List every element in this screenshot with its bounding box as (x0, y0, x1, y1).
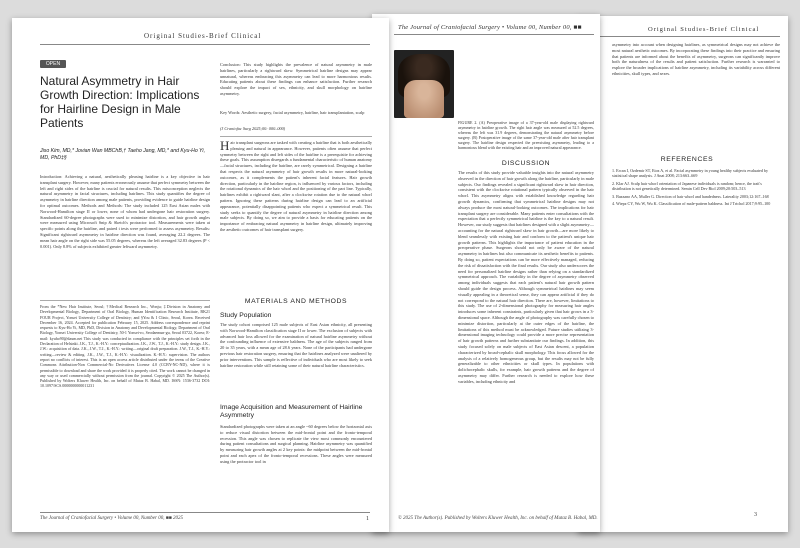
divider (220, 136, 372, 137)
image-acquisition-text: Standardized photographs were taken at an angle ~60 degrees below the horizontal axis to reduce visual distortion between the mid-frontal point and the fronto-temporal recession. This angle was chosen to replicate the view most commonly encountered during patient consultations and surgical planning. Hairline asymmetry was quantified by measuring hair growth angles at 2 key points: the midpoint between the mid-frontal point and each apex of the fronto-temporal recessions. These angles were measured using the protractor tool in (220, 424, 372, 464)
study-population-heading: Study Population (220, 312, 272, 319)
author-list: Jiso Kim, MD,* Jovian Wan MBChB,† Taeho Jang, MD,* and Kyu-Ho Yi, MD, PhD‡§ (40, 148, 206, 161)
divider (40, 300, 210, 301)
open-access-badge: OPEN (40, 60, 66, 68)
references-list (612, 168, 780, 208)
page-3 (578, 16, 788, 532)
discussion-text: The results of this study provide valuable insights into the natural asymmetry observed in the direction of hair growth along the hairline, particularly in male subjects. Our findings revealed a significant rightward skew in hair direction, consistent with the clockwise rotational pattern typically observed in the hair whorl. This asymmetry aligns with established knowledge regarding hair growth dynamics, confirming that symmetrical hairline designs may not always produce the most natural-looking outcomes. The implications for hair transplant surgery are considerable. Many patients enter consultations with the expectation that a perfectly symmetrical hairline is the key to a natural result. However, our study suggests that hairlines designed with a slight asymmetry—accounting for the natural rightward skew in hair growth—are more likely to blend seamlessly with existing hair and conform to the patient's unique hair growth patterns. This highlights the importance of patient education in the preoperative phase. Surgeons should not only be aware of the natural asymmetry in hairlines but also communicate its aesthetic benefits to patients. By doing so, patient expectations can be more effectively managed, reducing the risk of dissatisfaction with the final results. Our study also underscores the need for personalized hairline designs rather than relying on a standardized symmetrical approach. The variability in the degree of asymmetry observed among individuals suggests that each patient's natural hair growth pattern should guide the design process. Although symmetrical hairlines may seem visually appealing in a theoretical sense, they can appear artificial if they do not correspond to the natural hair direction. There are, however, limitations to this study. The use of 2-dimensional photography for measuring hair angles introduces some inherent constraints, particularly given that hair grows in a 3-dimensional space. Although the angle of photography was carefully chosen to minimize distortion, particularly at the outer edges of the hairline, the limitations of this method must be acknowledged. Future studies utilizing 3-dimensional imaging technology could provide a more precise representation of hair growth patterns and further substantiate our findings. In addition, this study focused solely on male subjects of East Asian descent, a population characterized by broad-cephalic skull morphology. This focus allowed for the analysis of a relatively homogeneous group, but the results may not be fully generalizable to other ethnicities or skull types. In populations with dolichocephalic skulls, for example, hair growth patterns and the degree of asymmetry may differ. Further research is needed to explore how these variables, including ethnicity and (458, 170, 594, 384)
keywords-text: Key Words: Aesthetic surgery, facial asymmetry, hairline, hair transplantation, scalp (220, 110, 365, 115)
reference-item: 2. Klar AJ. Scalp hair whorl orientation of Japanese individuals is random; hence, the trait's distribution is not genetically determined. Semin Cell Dev Biol 2009;20:503–513 (612, 180, 762, 192)
running-head: Original Studies-Brief Clinical (648, 26, 760, 33)
figure-photo (394, 50, 454, 118)
abstract-text: Introduction: Achieving a natural, aesthetically pleasing hairline is a key objective in hair transplant surgery. However, many patients erroneously assume that perfect symmetry between the left and right sides of the hairline is crucial for natural results. This misconception neglects the natural asymmetry in facial structures, including hairlines. This study quantifies the degree of asymmetry in hairline direction among male patients, providing evidence to guide hairline design for optimal outcomes. Methods and Methods: The study included 125 East Asian males with Norwood-Hamilton stage II or lower, none of whom had undergone hair restoration surgery. Standardized 60-degree photographs were used to minimize distortion, and hair growth angles were measured using Microsoft Snip & Sketch's protractor tool. Measurements were taken at specific points along the hairline, and paired t tests were performed to assess asymmetry. Results: Significant rightward asymmetry in hairline direction was found, averaging 22.2 degrees. The mean hair angle on the right side was 55.05 degrees, whereas the left averaged 32.83 degrees (P < 0.001). Only 8.8% of subjects exhibited greater leftward asymmetry. (40, 174, 210, 249)
page-1 (12, 18, 389, 532)
divider (394, 34, 594, 35)
page-2 (372, 14, 600, 532)
affiliations-text: From the *New Hair Institute, Seoul; †Medical Research Inc., Wonju; ‡Division in Anatomy and Developmental Biology, Department of Oral Biology, Human Identification Research Institute, BK21 FOUR Project, Yonsei University College of Dentistry; and §You & I Clinic, Seoul, Korea. Received December 16, 2024. Accepted for publication February 15, 2025. Address correspondence and reprint requests to Kyu-Ho Yi, MD, PhD, Division in Anatomy and Developmental Biology, Department of Oral Biology, Yonsei University College of Dentistry, 50-1 Yonsei-ro, Seodaemun-gu, Seoul 03722, Korea; E-mail: kyuho90@daum.net This study was conducted in compliance with the principles set forth in the Declaration of Helsinki. J.K., T.J., K.-H.Y.: conceptualization. J.K., J.W., T.J., K.-H.Y.: study design. J.K., J.W.: acquisition of data. J.K., J.W., T.J., K.-H.Y.: writing—original draft preparation. J.W., T.J., K.-H.Y.: writing—review & editing. J.K., J.W., T.J., K.-H.Y.: visualization. K.-H.Y.: supervision. The authors report no conflicts of interest. This is an open access article distributed under the terms of the Creative Commons Attribution-Non Commercial-No Derivatives License 4.0 (CCBY-NC-ND), where it is permissible to download and share the work provided it is properly cited. The work cannot be changed in any way or used commercially without permission from the journal. Copyright © 2025 The Author(s). Published by Wolters Kluwer Health, Inc. on behalf of Mutaz B. Habal, MD. ISSN: 1536-3732 DOI: 10.1097/SCS.0000000000011231 (40, 304, 210, 389)
page-number: 1 (366, 516, 369, 522)
page-number: 3 (754, 512, 757, 518)
page-footer: © 2025 The Author(s). Published by Wolters Kluwer Health, Inc. on behalf of Mutaz B. Habal, MD. (398, 516, 598, 521)
figure-caption: FIGURE 2. (A) Preoperative image of a 37-year-old male displaying rightward asymmetry in hairline growth. The right hair angle was measured at 52.5 degrees, whereas the left was 31.9 degrees, demonstrating the natural asymmetry before surgery. (B) Postoperative image of the same 37-year-old male after hair transplant surgery. The hairline design respected the preexisting asymmetry, leading to a harmonious blend with the existing hair and an improved natural appearance. (458, 120, 594, 150)
dropcap: H (220, 140, 230, 153)
references-heading: REFERENCES (660, 156, 714, 163)
discussion-heading: DISCUSSION (501, 160, 551, 167)
introduction-text (220, 140, 372, 290)
article-title: Natural Asymmetry in Hair Growth Direction: Implications for Hairline Design in Male Patients (40, 74, 200, 130)
reference-item: 4. Wiepz CY, Wu W, Wu K. Classification of male-pattern baldness. Int J Trichol 2017;9:95–100 (612, 201, 771, 207)
divider (40, 512, 370, 513)
citation-text: (J Craniofac Surg 2025;00: 000–000) (220, 126, 286, 131)
study-population-text: The study cohort comprised 125 male subjects of East Asian ethnicity, all presenting with Norwood-Hamilton classification stage II or lower. The exclusion of subjects with advanced hair loss allowed for the examination of natural hairline asymmetry without the confounding influence of extensive baldness. The age of the subjects ranged from 20 to 35 years, with a mean age of 28.6 years. None of the participants had undergone previous hair restoration surgery, ensuring that the hairlines analyzed were unaltered by prior interventions. This sample is reflective of individuals who are most likely to seek hairline restoration while still retaining some of their natural hairline characteristics. (220, 322, 372, 368)
methods-heading: MATERIALS AND METHODS (244, 298, 348, 305)
reference-item: 1. Ercan I, Ozdemir ST, Etoz A, et al. Facial asymmetry in young healthy subjects evaluated by statistical shape analysis. J Anat 2008; 213:663–669 (612, 168, 769, 179)
conclusion-text: Conclusion: This study highlights the prevalence of natural asymmetry in male hairlines, particularly a rightward skew. Symmetrical hairline designs may appear unnatural, whereas embracing this asymmetry can lead to more harmonious results. Educating patients about these findings can enhance satisfaction. Further research should explore the impact of sex, ethnicity, and skull morphology on hairline asymmetry. (220, 62, 372, 96)
divider (40, 44, 370, 45)
divider (590, 36, 780, 37)
forehead-image (404, 80, 444, 118)
image-acquisition-heading: Image Acquisition and Measurement of Hairline Asymmetry (220, 404, 363, 419)
running-head: The Journal of Craniofacial Surgery • Volume 00, Number 00, ■■ (398, 24, 582, 31)
page-footer: The Journal of Craniofacial Surgery • Volume 00, Number 00, ■■ 2025 (40, 516, 184, 521)
running-head: Original Studies-Brief Clinical (144, 32, 262, 40)
introduction-body: air transplant surgeons are tasked with creating a hairline that is both aesthetically pleasing and natural in appearance. However, patients often assume that perfect symmetry between the right and left sides of the hairline is a prerequisite for achieving these goals. This assumption disregards a fundamental characteristic of human anatomy—facial structures, including the hairline, are rarely symmetrical. Designing a hairline that respects the natural asymmetry of hair growth results in more natural-looking outcomes, as it complements the patient's inherent facial features. Hair growth direction, particularly in the hairline region, is influenced by various factors, including the rotational dynamics of the hair whorl and the positioning of the part line. Typically, hairlines exhibit a rightward slant, after a clockwise rotation due to the natural whorl pattern. Ignoring these patterns during hairline design can lead to an artificial appearance, potentially disappointing patients who expect a symmetrical result. This study seeks to quantify the degree of natural asymmetry in hairline direction among male subjects. By doing so, we aim to provide a basis for educating patients on the importance of embracing natural asymmetry in hairline design, ultimately improving the aesthetic outcomes of hair transplant surgery. (220, 140, 372, 232)
continued-text: asymmetry into account when designing hairlines, as symmetrical designs may not achieve the most natural aesthetic outcomes. By incorporating these findings into their practice and ensuring that patients are informed about the benefits of asymmetry, surgeons can significantly improve both the naturalness of the results and patient satisfaction. Further research is warranted to explore the broader implications of hairline asymmetry, including its variability across different ethnicities, skull types, and sexes. (612, 42, 780, 76)
reference-item: 3. Bazzano AA, Muller G. Direction of hair whorl and handedness. Laterality 2003;12:167–168 (612, 193, 769, 199)
